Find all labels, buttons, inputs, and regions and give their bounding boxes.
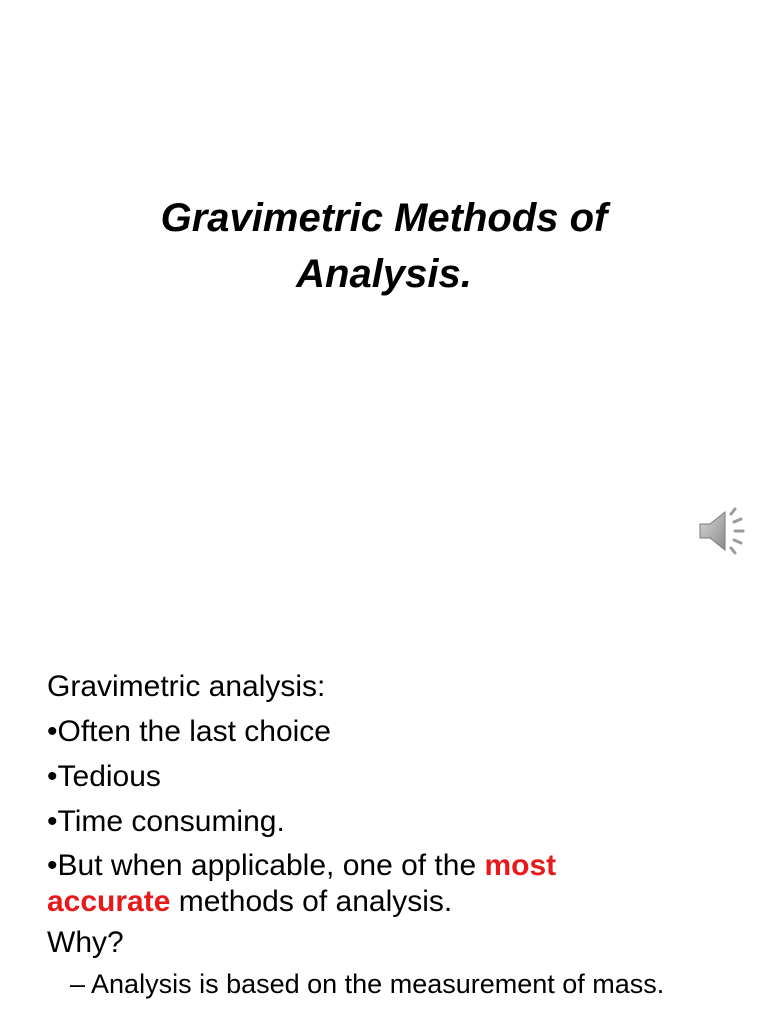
bullet-text: •But when applicable, one of the — [47, 849, 485, 882]
bullet-item-accuracy — [47, 848, 687, 920]
body-heading: Gravimetric analysis: — [47, 670, 326, 703]
sub-bullet-item: – Analysis is based on the measurement of mass. — [70, 969, 665, 999]
bullet-text: methods of analysis. — [170, 885, 453, 918]
bullet-item: •Often the last choice — [47, 715, 331, 748]
content-slide — [0, 600, 768, 1024]
emphasis-most: most — [484, 849, 557, 882]
bullet-item: •Tedious — [47, 760, 161, 793]
bullet-item: •Time consuming. — [47, 805, 285, 838]
slide-body — [47, 664, 687, 1000]
speaker-sound-icon[interactable] — [697, 505, 749, 557]
body-question: Why? — [47, 926, 124, 959]
slide-title-line-2: Analysis. — [296, 252, 472, 296]
slide-title — [0, 190, 768, 302]
slide-title-line-1: Gravimetric Methods of — [160, 196, 608, 240]
emphasis-accurate: accurate — [47, 885, 171, 918]
